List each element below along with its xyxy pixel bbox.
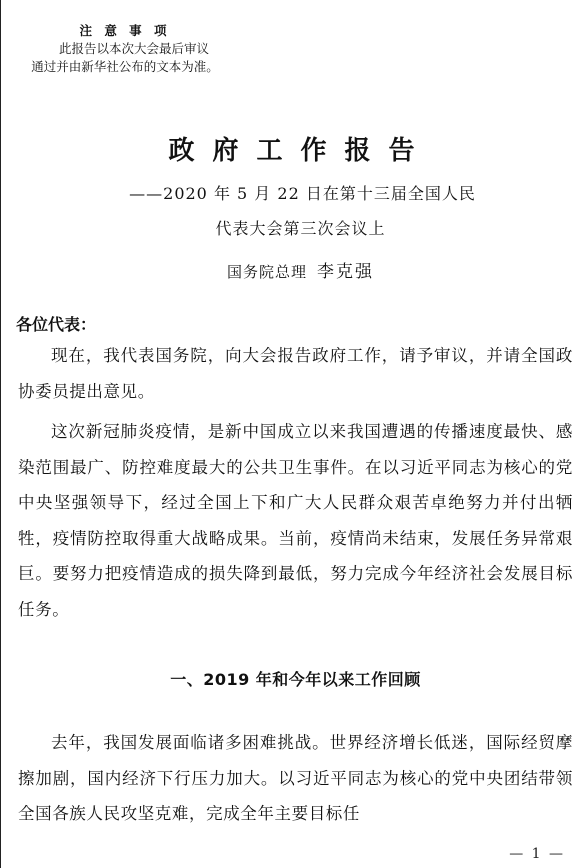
notice-line-2: 通过并由新华社公布的文本为准。 <box>31 59 219 74</box>
notice-line-1: 此报告以本次大会最后审议 <box>58 41 209 56</box>
notice-box <box>0 22 250 76</box>
page-number: — 1 — <box>509 846 565 862</box>
notice-title: 注 意 事 项 <box>79 23 171 38</box>
author-name: 李克强 <box>317 262 374 282</box>
report-author <box>0 257 583 282</box>
salutation: 各位代表： <box>16 315 97 334</box>
report-subtitle-line-2: 代表大会第三次会议上 <box>215 219 386 238</box>
body-paragraph-2: 这次新冠肺炎疫情，是新中国成立以来我国遭遇的传播速度最快、感染范围最广、防控难度最大的公共卫生事件。在以习近平同志为核心的党中央坚强领导下，经过全国上下和广大人民群众艰苦卓绝努力并付出牺牲，疫情防控取得重大战略成果。当前，疫情尚未结束，发展任务异常艰巨。要努力把疫情造成的损失降到最低，努力完成今年经济社会发展目标任务。 <box>18 422 573 619</box>
report-title: 政府工作报告 <box>168 136 433 166</box>
report-subtitle-line-1: ——2020 年 5 月 22 日在第十三届全国人民 <box>129 184 476 203</box>
author-role: 国务院总理 <box>226 263 307 281</box>
section-paragraph: 去年，我国发展面临诸多困难挑战。世界经济增长低迷，国际经贸摩擦加剧，国内经济下行压力加大。以习近平同志为核心的党中央团结带领全国各族人民攻坚克难，完成全年主要目标任 <box>18 733 573 823</box>
body-paragraph-1: 现在，我代表国务院，向大会报告政府工作，请予审议，并请全国政协委员提出意见。 <box>18 346 573 401</box>
section-heading: 一、2019 年和今年以来工作回顾 <box>170 670 421 689</box>
